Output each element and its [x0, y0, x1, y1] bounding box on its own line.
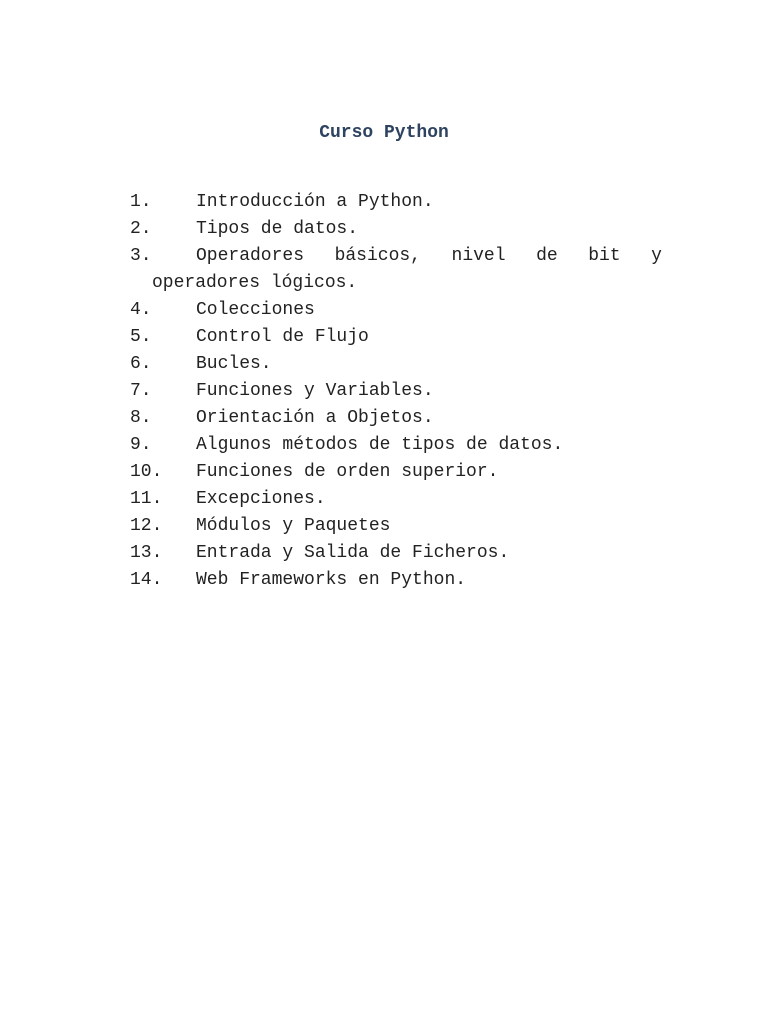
item-number: 4. — [130, 300, 152, 320]
item-word: de — [536, 246, 558, 266]
item-number: 11. — [130, 489, 163, 509]
list-item — [130, 297, 662, 324]
item-text: Excepciones. — [196, 489, 326, 509]
item-number: 8. — [130, 408, 152, 428]
list-item — [130, 432, 662, 459]
item-text: Funciones y Variables. — [196, 381, 434, 401]
course-contents-list — [130, 189, 662, 594]
item-word: bit — [588, 246, 621, 266]
list-item — [130, 567, 662, 594]
item-number: 1. — [130, 192, 152, 212]
item-word: y — [651, 246, 662, 266]
list-item — [130, 351, 662, 378]
item-number: 12. — [130, 516, 163, 536]
list-item — [130, 513, 662, 540]
list-item — [130, 243, 662, 297]
list-item — [130, 378, 662, 405]
list-item — [130, 540, 662, 567]
list-item — [130, 216, 662, 243]
item-number: 9. — [130, 435, 152, 455]
item-text: Tipos de datos. — [196, 219, 359, 239]
item-number: 3. — [130, 246, 152, 266]
item-text: Módulos y Paquetes — [196, 516, 391, 536]
item-text: Entrada y Salida de Ficheros. — [196, 543, 510, 563]
item-text: Introducción a Python. — [196, 192, 434, 212]
item-text: Funciones de orden superior. — [196, 462, 499, 482]
list-item — [130, 459, 662, 486]
item-text: Bucles. — [196, 354, 272, 374]
item-text: Algunos métodos de tipos de datos. — [196, 435, 564, 455]
item-number: 7. — [130, 381, 152, 401]
item-number: 13. — [130, 543, 163, 563]
item-number: 2. — [130, 219, 152, 239]
item-number: 6. — [130, 354, 152, 374]
item-word: básicos, — [334, 246, 421, 266]
item-number: 10. — [130, 462, 163, 482]
item-text: Orientación a Objetos. — [196, 408, 434, 428]
list-item — [130, 324, 662, 351]
item-text: Web Frameworks en Python. — [196, 570, 467, 590]
list-item — [130, 486, 662, 513]
item-number: 14. — [130, 570, 163, 590]
list-item — [130, 189, 662, 216]
item-word: Operadores — [196, 246, 305, 266]
item-text-continuation: operadores lógicos. — [152, 273, 358, 293]
item-text-justified-line — [196, 243, 662, 270]
item-number: 5. — [130, 327, 152, 347]
document-title: Curso Python — [319, 123, 449, 143]
item-text: Control de Flujo — [196, 327, 369, 347]
item-text: Colecciones — [196, 300, 315, 320]
item-word: nivel — [451, 246, 506, 266]
list-item — [130, 405, 662, 432]
